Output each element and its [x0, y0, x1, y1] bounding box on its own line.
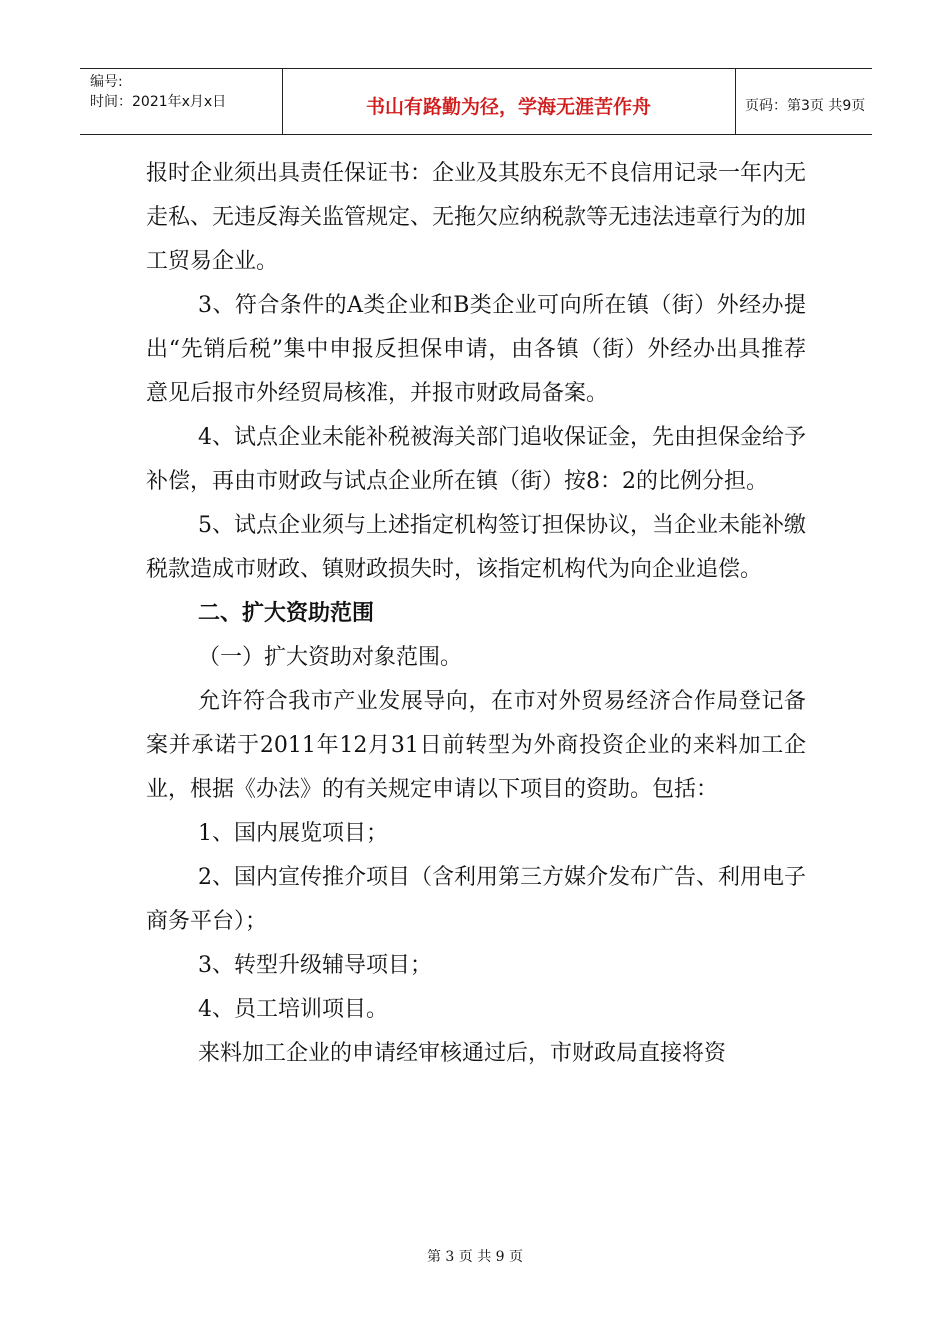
paragraph: 3、符合条件的A类企业和B类企业可向所在镇（街）外经办提出“先销后税”集中申报反担保申请，由各镇（街）外经办出具推荐意见后报市外经贸局核准，并报市财政局备案。 [146, 293, 806, 406]
document-body [146, 152, 806, 1076]
subsection-heading: （一）扩大资助对象范围。 [198, 645, 463, 670]
paragraph: 报时企业须出具责任保证书：企业及其股东无不良信用记录一年内无走私、无违反海关监管规定、无拖欠应纳税款等无违法违章行为的加工贸易企业。 [146, 161, 807, 274]
paragraph: 4、试点企业未能补税被海关部门追收保证金，先由担保金给予补偿，再由市财政与试点企业所在镇（街）按8：2的比例分担。 [146, 425, 806, 494]
header-left-cell [80, 69, 283, 134]
list-item: 2、国内宣传推介项目（含利用第三方媒介发布广告、利用电子商务平台）； [146, 865, 806, 934]
page-info: 页码：第3页 共9页 [745, 98, 866, 114]
header-right-cell [735, 69, 872, 134]
number-label: 编号: [90, 74, 123, 90]
header-table [80, 68, 872, 135]
list-item: 3、转型升级辅导项目； [198, 953, 432, 978]
list-item: 4、员工培训项目。 [198, 997, 388, 1022]
header-middle-cell [282, 69, 736, 134]
section-heading: 二、扩大资助范围 [198, 601, 375, 626]
list-item: 1、国内展览项目； [198, 821, 388, 846]
time-label: 时间：2021年x月x日 [90, 94, 227, 110]
paragraph: 5、试点企业须与上述指定机构签订担保协议，当企业未能补缴税款造成市财政、镇财政损失时，该指定机构代为向企业追偿。 [146, 513, 806, 582]
paragraph: 来料加工企业的申请经审核通过后，市财政局直接将资 [198, 1041, 727, 1066]
page-footer: 第 3 页 共 9 页 [426, 1249, 524, 1265]
paragraph: 允许符合我市产业发展导向，在市对外贸易经济合作局登记备案并承诺于2011年12月31日前转型为外商投资企业的来料加工企业，根据《办法》的有关规定申请以下项目的资助。包括： [146, 689, 806, 802]
motto: 书山有路勤为径，学海无涯苦作舟 [365, 96, 651, 118]
